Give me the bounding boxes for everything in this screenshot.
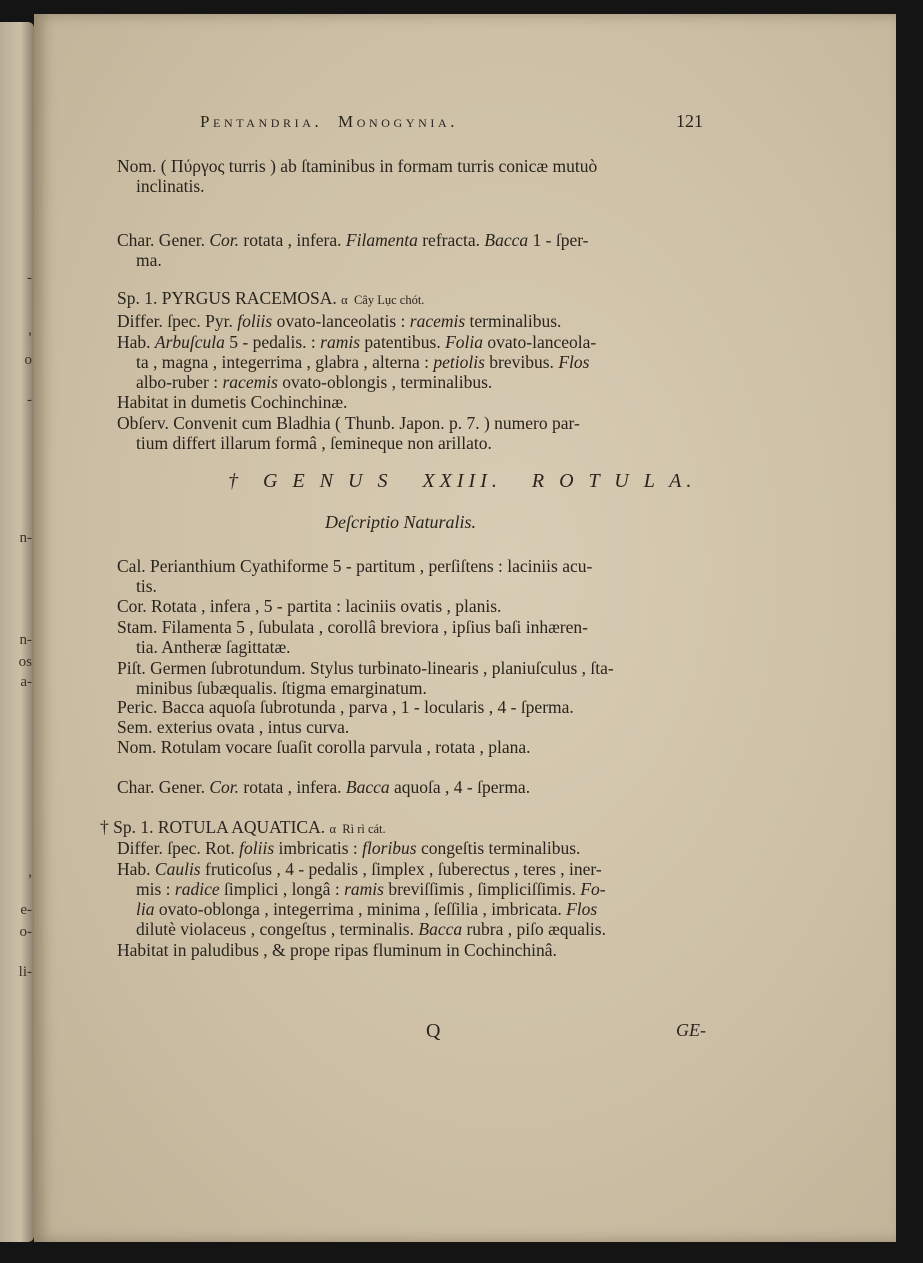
margin-fragment: a- bbox=[20, 674, 32, 690]
observation-line: Obſerv. Convenit cum Bladhia ( Thunb. Japon. p. 7. ) numero par- bbox=[117, 413, 580, 433]
margin-fragment: n- bbox=[19, 530, 32, 546]
description-line: minibus ſubæqualis. ſtigma emarginatum. bbox=[136, 678, 427, 698]
margin-fragment: o- bbox=[19, 924, 32, 940]
habitus-line: ta , magna , integerrima , glabra , alterna : petiolis brevibus. Flos bbox=[136, 352, 590, 372]
habitus-line: mis : radice ſimplici , longâ : ramis breviſſimis , ſimpliciſſimis. Fo- bbox=[136, 879, 606, 899]
observation-line: tium differt illarum formâ , ſemineque non arillato. bbox=[136, 433, 492, 453]
margin-fragment: os bbox=[18, 654, 32, 670]
description-line: Sem. exterius ovata , intus curva. bbox=[117, 717, 350, 737]
description-line: Piſt. Germen ſubrotundum. Stylus turbinato-linearis , planiuſculus , ſta- bbox=[117, 658, 614, 678]
differ-line: Differ. ſpec. Rot. foliis imbricatis : floribus congeſtis terminalibus. bbox=[117, 838, 581, 858]
species-heading: † Sp. 1. ROTULA AQUATICA. α Rì rì cát. bbox=[100, 817, 386, 837]
vernacular-name: α Cây Lục chót. bbox=[341, 293, 425, 307]
habitus-line: lia ovato-oblonga , integerrima , minima , ſeſſilia , imbricata. Flos bbox=[136, 899, 598, 919]
catchword: GE- bbox=[676, 1020, 706, 1040]
char-gener-line: Char. Gener. Cor. rotata , infera. Bacca aquoſa , 4 - ſperma. bbox=[117, 777, 531, 797]
margin-fragment: o bbox=[24, 352, 32, 368]
description-line: Cor. Rotata , infera , 5 - partita : laciniis ovatis , planis. bbox=[117, 596, 502, 616]
differ-line: Differ. ſpec. Pyr. foliis ovato-lanceolatis : racemis terminalibus. bbox=[117, 311, 562, 331]
description-line: Peric. Bacca aquoſa ſubrotunda , parva , 1 - locularis , 4 - ſperma. bbox=[117, 697, 574, 717]
habitus-line: Hab. Caulis fruticoſus , 4 - pedalis , ſimplex , ſuberectus , teres , iner- bbox=[117, 859, 602, 879]
description-line: tia. Antheræ ſagittatæ. bbox=[136, 637, 291, 657]
margin-fragment: - bbox=[27, 270, 32, 286]
habitus-line: albo-ruber : racemis ovato-oblongis , terminalibus. bbox=[136, 372, 493, 392]
nom-line: Nom. ( Πύργος turris ) ab ſtaminibus in formam turris conicæ mutuò bbox=[117, 156, 598, 176]
habitus-line: dilutè violaceus , congeſtus , terminalis. Bacca rubra , piſo æqualis. bbox=[136, 919, 606, 939]
greek-word: Πύργος bbox=[170, 156, 225, 176]
genus-title: † G E N U S XXIII. R O T U L A. bbox=[228, 470, 697, 492]
species-heading: Sp. 1. PYRGUS RACEMOSA. α Cây Lục chót. bbox=[117, 288, 425, 308]
habitus-line: Hab. Arbuſcula 5 - pedalis. : ramis patentibus. Folia ovato-lanceola- bbox=[117, 332, 597, 352]
margin-fragment: - bbox=[27, 392, 32, 408]
description-line: Stam. Filamenta 5 , ſubulata , corollâ breviora , ipſius baſi inhæren- bbox=[117, 617, 588, 637]
description-line: tis. bbox=[136, 576, 157, 596]
margin-fragment: , bbox=[28, 322, 32, 338]
description-line: Nom. Rotulam vocare ſuaſit corolla parvula , rotata , plana. bbox=[117, 737, 531, 757]
facing-page-edge bbox=[0, 22, 34, 1242]
char-gener-line: Char. Gener. Cor. rotata , infera. Filamenta refracta. Bacca 1 - ſper- bbox=[117, 230, 589, 250]
habitat-line: Habitat in dumetis Cochinchinæ. bbox=[117, 392, 348, 412]
margin-fragment: li- bbox=[18, 964, 32, 980]
signature-mark: Q bbox=[426, 1020, 441, 1042]
page-number: 121 bbox=[676, 111, 703, 131]
margin-fragment: e- bbox=[20, 902, 32, 918]
margin-fragment: n- bbox=[19, 632, 32, 648]
habitat-line: Habitat in paludibus , & prope ripas fluminum in Cochinchinâ. bbox=[117, 940, 557, 960]
description-line: Cal. Perianthium Cyathiforme 5 - partitum , perſiſtens : laciniis acu- bbox=[117, 556, 593, 576]
nom-line: inclinatis. bbox=[136, 176, 205, 196]
vernacular-name: α Rì rì cát. bbox=[329, 822, 386, 836]
section-subtitle: Deſcriptio Naturalis. bbox=[325, 512, 477, 532]
char-gener-line: ma. bbox=[136, 250, 162, 270]
margin-fragment: , bbox=[28, 864, 32, 880]
running-head: Pentandria. Monogynia. bbox=[200, 112, 459, 131]
